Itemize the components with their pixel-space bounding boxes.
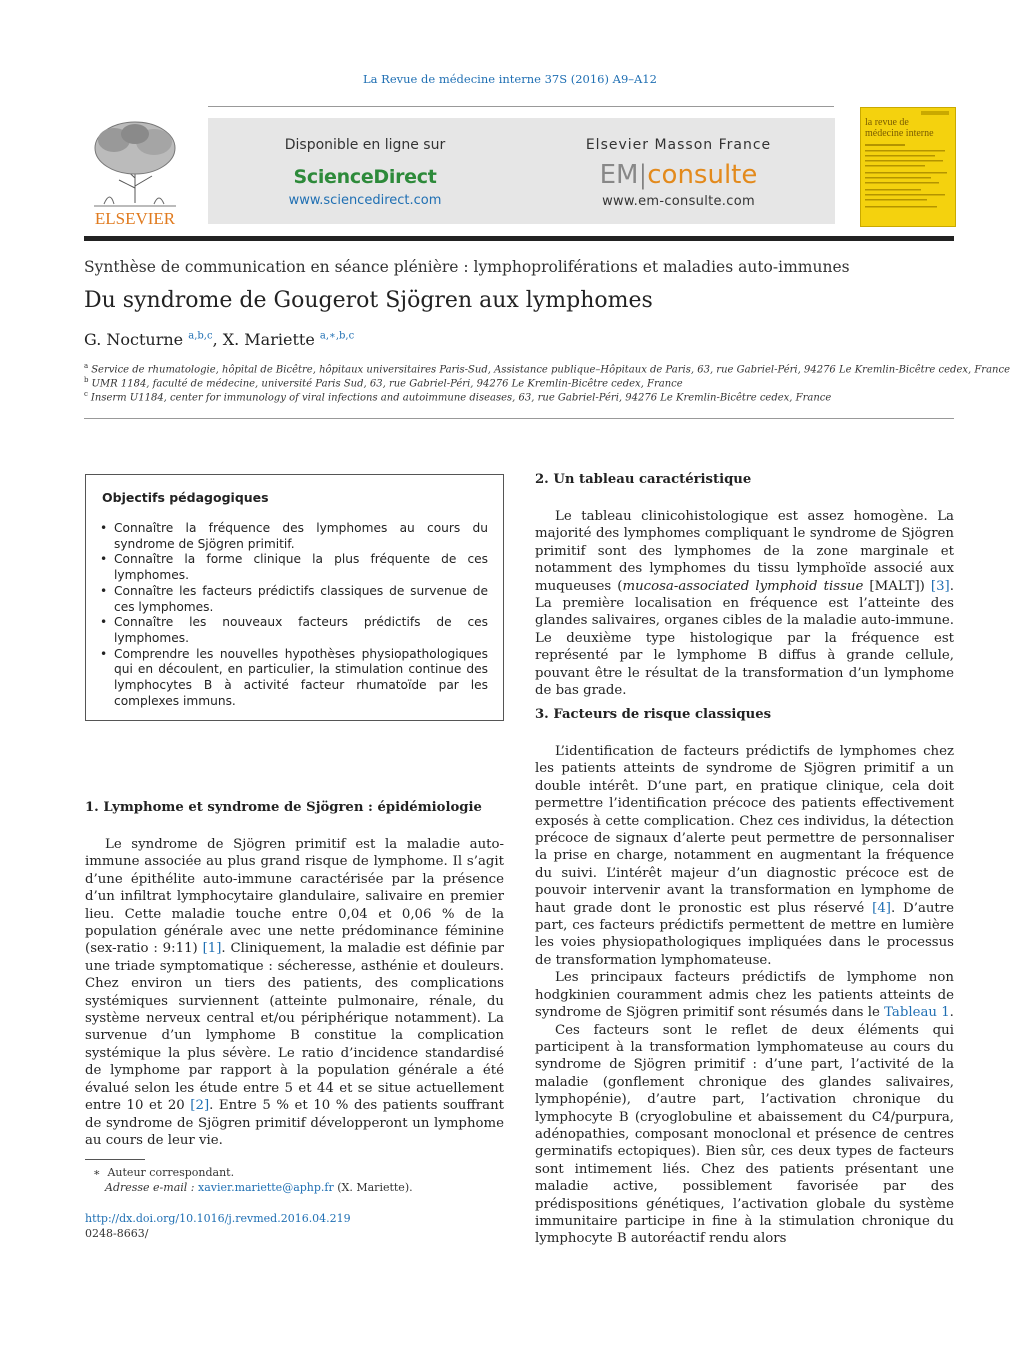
tree-icon — [94, 122, 176, 206]
elsevier-wordmark: ELSEVIER — [94, 209, 176, 228]
emconsulte-link[interactable]: www.em-consulte.com — [602, 194, 755, 209]
header-rule — [208, 106, 834, 107]
text-run: Les principaux facteurs prédictifs de lymphome non hodgkinien couramment admis chez les patients atteints de syndrome de Sjögren primitif sont résumés dans le — [535, 970, 954, 1021]
article-title: Du syndrome de Gougerot Sjögren aux lymphomes — [84, 288, 653, 313]
author-affiliation-marks[interactable]: a,b,c — [188, 330, 213, 342]
email-note — [105, 1181, 413, 1194]
email-label: Adresse e-mail : — [105, 1181, 199, 1194]
cover-title-line1: la revue de — [865, 117, 909, 128]
sciencedirect-panel — [208, 118, 522, 224]
footnote-rule — [85, 1159, 145, 1160]
author-name: G. Nocturne — [84, 330, 184, 349]
author-name: X. Mariette — [222, 330, 315, 349]
section-3-heading: 3. Facteurs de risque classiques — [535, 707, 772, 722]
affiliation — [84, 376, 683, 389]
emconsulte-logo[interactable] — [522, 160, 835, 190]
text-run: Le syndrome de Sjögren primitif est la maladie auto-immune associée au plus grand risque de lymphome. Il s’agit d’une épithélite auto-immune caractérisée par la présence d’un infiltrat lymphocytaire glandulaire, salivaire en premier lieu. Cette maladie touche entre 0,04 et 0,06 % de la population générale avec une nette prédominance féminine (sex-ratio : 9:11) — [85, 837, 504, 957]
citation-link[interactable]: [3] — [930, 578, 950, 594]
text-run: L’identification de facteurs prédictifs de lymphomes chez les patients atteints de syndrome de Sjögren primitif a un double intérêt. D’une part, en pratique clinique, cela doit permettre l’identification précoce des patients effectivement exposés à cette complication. Chez ces individus, la détection précoce de signaux d’alerte peut permettre de personnaliser la prise en charge, notamment en augmentant la fréquence du suivi. L’intérêt majeur d’un diagnostic précoce est de pouvoir intervenir avant la transformation en lymphome de haut grade dont le pronostic est plus réservé — [535, 744, 954, 916]
affiliation-mark: b — [84, 376, 89, 384]
issn: 0248-8663/ — [85, 1227, 149, 1240]
affiliation-mark: a — [84, 362, 89, 370]
journal-cover-thumbnail[interactable] — [860, 107, 956, 227]
text-run: [MALT]) — [863, 578, 931, 594]
cover-title-line2: médecine interne — [865, 128, 934, 139]
learning-objectives-box — [85, 474, 504, 721]
email-suffix: (X. Mariette). — [333, 1181, 413, 1194]
objective-item: • Connaître la forme clinique la plus fréquente de ces lymphomes. — [100, 552, 488, 583]
header-thick-rule — [84, 236, 954, 241]
corresponding-author-note — [93, 1166, 234, 1179]
paragraph: Ces facteurs sont le reflet de deux éléments qui participent à la transformation lymphomateuse au cours du syndrome de Sjögren primitif : d’une part, l’activité de la maladie (gonflement chronique des glandes salivaires, lymphopénie), d’autre part, l’activation chronique du lymphocyte B (cryoglobuline et abaissement du C4/purpura, adénopathies, composant monoclonal et présence de centres germinatifs ectopiques). Bien sûr, ces deux types de facteurs sont intimement liés. Chez des patients présentant une maladie active, possiblement favorisée par des prédispositions génétiques, l’activation globale du système immunitaire participe in fine à la stimulation chronique du lymphocyte B autoréactif rendu alors — [535, 1022, 954, 1247]
em-logo-separator: | — [638, 160, 648, 190]
article-series: Synthèse de communication en séance plénière : lymphoproliférations et maladies auto-immunes — [84, 258, 850, 276]
affiliation — [84, 390, 831, 403]
affiliation-text: Service de rhumatologie, hôpital de Bicêtre, hôpitaux universitaires Paris-Sud, Assistance publique–Hôpitaux de Paris, 63, rue Gabriel-Péri, 94276 Le Kremlin-Bicêtre cedex, France — [91, 364, 1011, 376]
sciencedirect-link[interactable]: www.sciencedirect.com — [288, 193, 442, 208]
table-link[interactable]: Tableau 1 — [884, 1005, 950, 1021]
paragraph — [535, 969, 954, 1021]
section-1-heading: 1. Lymphome et syndrome de Sjögren : épidémiologie — [85, 800, 482, 815]
objectives-title: Objectifs pédagogiques — [102, 490, 269, 505]
affiliation-text: UMR 1184, faculté de médecine, université Paris Sud, 63, rue Gabriel-Péri, 94276 Le Kremlin-Bicêtre cedex, France — [91, 378, 683, 390]
objective-item: • Connaître les facteurs prédictifs classiques de survenue de ces lymphomes. — [100, 584, 488, 615]
author-list: G. Nocturne $^{a,b,c}$, X. Mariette $^{a,∗,b,c}$ — [84, 330, 355, 349]
section-2-heading: 2. Un tableau caractéristique — [535, 472, 752, 487]
paragraph — [85, 836, 504, 1149]
doi-link[interactable]: http://dx.doi.org/10.1016/j.revmed.2016.04.219 — [85, 1212, 351, 1225]
text-run: . D’autre part, ces facteurs prédictifs permettent de mettre en lumière les voies physiopathologiques impliquées dans le processus de transformation lymphomateuse. — [535, 900, 954, 968]
affiliation-text: Inserm U1184, center for immunology of viral infections and autoimmune diseases, 63, rue Gabriel-Péri, 94276 Le Kremlin-Bicêtre cedex, France — [90, 392, 832, 404]
em-logo-em: EM — [599, 160, 639, 190]
cover-issue-box — [921, 111, 949, 115]
text-run: . Cliniquement, la maladie est définie par une triade symptomatique : sécheresse, asthénie et douleurs. Chez environ un tiers des patients, des complications systémiques surviennent (atteinte pulmonaire, rénale, du système nerveux central et/ou périphérique notamment). La survenue d’un lymphome B constitue la complication systémique la plus sévère. Le ratio d’incidence standardisé de lymphome par rapport à la population générale a été évalué selon les étude entre 5 et 44 et se situe actuellement entre 10 et 20 — [85, 941, 504, 1114]
journal-reference[interactable]: La Revue de médecine interne 37S (2016) A9–A12 — [363, 72, 657, 86]
elsevier-logo — [84, 118, 186, 228]
citation-link[interactable]: [4] — [872, 900, 891, 916]
paragraph — [535, 508, 954, 699]
text-run: . La première localisation en fréquence est l’atteinte des glandes salivaires, organes cibles de la maladie auto-immune. Le deuxième type histologique par la fréquence est représenté par le lymphome B diffus à grande cellule, pouvant être le résultat de la transformation d’un lymphome de bas grade. — [535, 578, 954, 699]
section-3-body — [535, 743, 954, 1248]
em-logo-consult: consulte — [647, 160, 758, 190]
footnote-text: Auteur correspondant. — [107, 1166, 235, 1179]
objective-item: • Comprendre les nouvelles hypothèses physiopathologiques qui en découlent, en particulier, la stimulation continue des lymphocytes B à activité facteur rhumatoïde par les complexes immuns. — [100, 647, 488, 710]
objective-item: • Connaître la fréquence des lymphomes au cours du syndrome de Sjögren primitif. — [100, 521, 488, 552]
access-banner — [208, 118, 835, 224]
text-run: . Entre 5 % et 10 % des patients souffrant de syndrome de Sjögren primitif développeront un lymphome au cours de leur vie. — [85, 1098, 504, 1148]
email-link[interactable]: xavier.mariette@aphp.fr — [198, 1181, 334, 1194]
text-run: Le tableau clinicohistologique est assez homogène. La majorité des lymphomes compliquant le syndrome de Sjögren primitif sont des lymphomes de la zone marginale et notamment des lymphomes du tissu lymphoïde associé aux muqueuses ( — [535, 509, 954, 594]
affiliation-mark: c — [84, 390, 88, 398]
emconsulte-panel — [522, 118, 835, 224]
citation-link[interactable]: [1] — [202, 941, 222, 957]
citation-link[interactable]: [2] — [190, 1098, 210, 1114]
footnote-star: ∗ — [93, 1166, 101, 1179]
objectives-list — [100, 521, 488, 709]
author-affiliation-marks[interactable]: a,∗,b,c — [319, 330, 355, 342]
section-2-body — [535, 508, 954, 699]
paragraph — [535, 743, 954, 969]
available-label: Disponible en ligne sur — [284, 137, 446, 153]
text-run: . — [949, 1005, 954, 1021]
affiliation — [84, 362, 1010, 375]
objective-item: • Connaître les nouveaux facteurs prédictifs de ces lymphomes. — [100, 615, 488, 646]
section-1-body — [85, 836, 504, 1149]
affiliation-rule — [84, 418, 954, 419]
publisher-label: Elsevier Masson France — [585, 137, 772, 153]
italic-term: mucosa-associated lymphoid tissue — [622, 578, 864, 594]
sciencedirect-logo[interactable]: ScienceDirect — [293, 166, 437, 188]
